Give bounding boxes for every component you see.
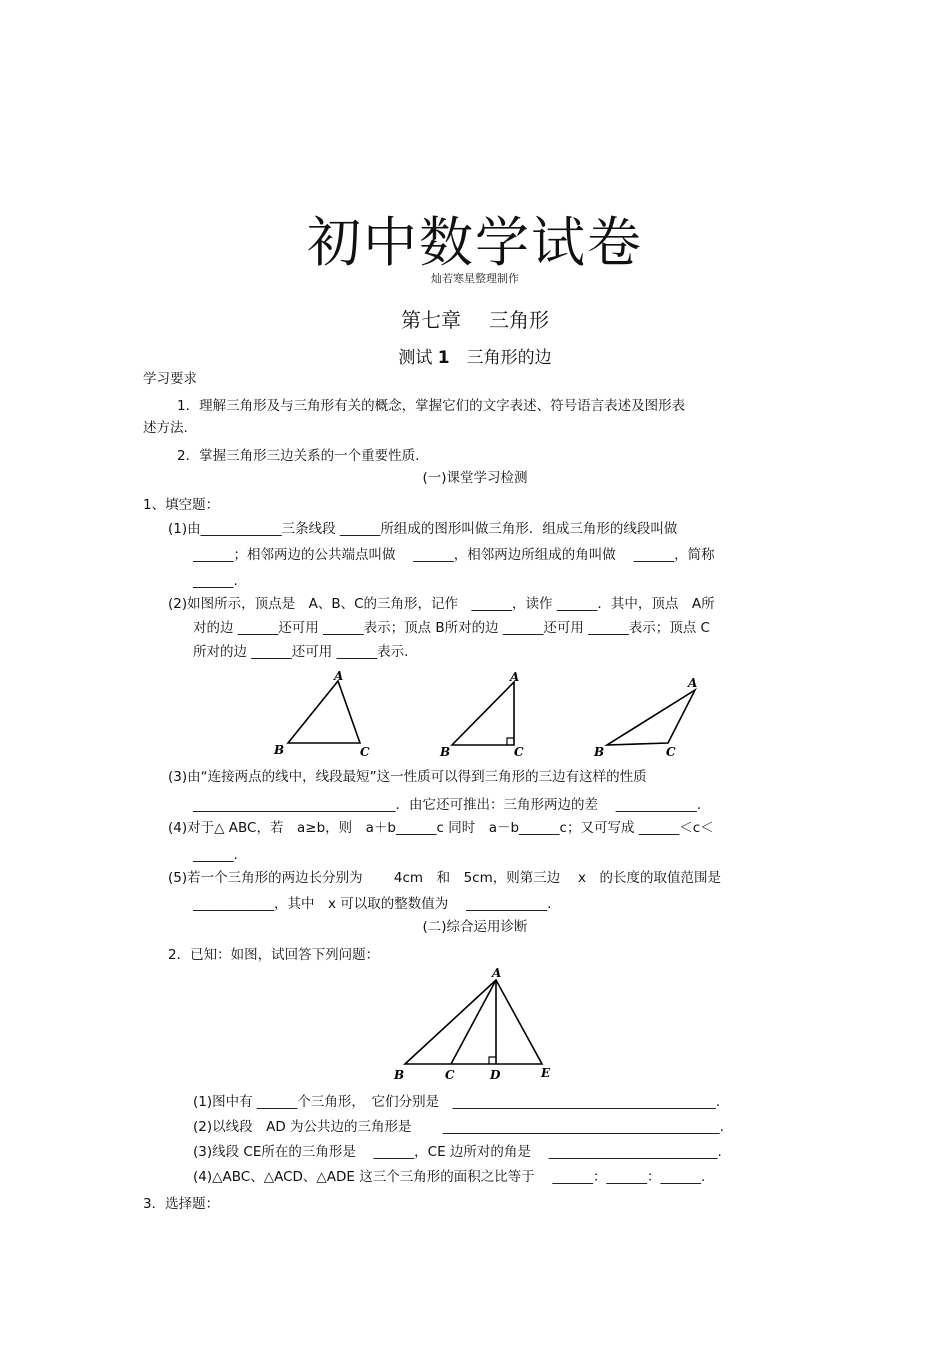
q1-part3-line2: ______________________________．由它还可推出：三角形两边的差 ____________. [193, 797, 702, 813]
tri3-label-b: B [594, 745, 605, 759]
q1-part4-line2: ______. [193, 847, 238, 863]
section-1-heading: (一)课堂学习检测 [422, 470, 528, 486]
requirements-heading: 学习要求 [143, 371, 197, 387]
q2-part4: (4)△ABC、△ACD、△ADE 这三个三角形的面积之比等于 ______：______：______. [193, 1169, 706, 1185]
page-title: 初中数学试卷 [307, 211, 643, 274]
test-heading [0, 343, 950, 368]
fig2-label-d: D [490, 1068, 501, 1082]
test-number: 1 [437, 348, 450, 368]
fig2-label-a: A [492, 966, 502, 980]
chapter-name: 三角形 [489, 308, 549, 332]
triangle-figure-1 [268, 668, 378, 763]
test-name: 三角形的边 [466, 348, 552, 368]
q1-part4-line1: (4)对于△ ABC，若 a≥b，则 a＋b______c 同时 a－b______c；又可写成 ______＜c＜ [168, 820, 714, 836]
q1-part3-line1: (3)由“连接两点的线中，线段最短”这一性质可以得到三角形的三边有这样的性质 [168, 769, 647, 785]
triangle-figure-abcde [390, 962, 560, 1087]
q1-part2-line3: 所对的边 ______还可用 ______表示. [193, 644, 409, 660]
fig2-label-c: C [445, 1068, 455, 1082]
q2-part3: (3)线段 CE所在的三角形是 ______，CE 边所对的角是 _________________________. [193, 1144, 722, 1160]
tri3-label-c: C [666, 745, 676, 759]
chapter-heading [0, 304, 950, 333]
triangle-figure-3 [590, 670, 710, 765]
requirement-2: 2．掌握三角形三边关系的一个重要性质. [177, 448, 420, 464]
requirement-1-line-1: 1．理解三角形及与三角形有关的概念，掌握它们的文字表述、符号语言表述及图形表 [177, 398, 686, 414]
page-subtitle: 灿若寒星整理制作 [431, 272, 519, 285]
triangle-figure-2 [436, 668, 536, 763]
tri2-label-a: A [510, 670, 520, 684]
q1-part2-line2: 对的边 ______还可用 ______表示；顶点 B所对的边 ______还可用 ______表示；顶点 C [193, 620, 710, 636]
chapter-number: 第七章 [401, 308, 461, 332]
q2-part1: (1)图中有 ______个三角形， 它们分别是 _______________________________________. [193, 1094, 721, 1110]
question-3-title: 3．选择题： [143, 1196, 220, 1212]
requirement-1-line-2: 述方法. [143, 420, 188, 436]
tri1-label-b: B [274, 743, 285, 757]
fig2-label-e: E [541, 1066, 551, 1080]
tri2-label-c: C [514, 745, 524, 759]
tri3-label-a: A [688, 676, 698, 690]
q2-part2: (2)以线段 AD 为公共边的三角形是 _________________________________________. [193, 1119, 724, 1135]
tri1-label-a: A [334, 669, 344, 683]
q1-part5-line1: (5)若一个三角形的两边长分别为 4cm 和 5cm，则第三边 x 的长度的取值范围是 [168, 870, 722, 886]
tri1-label-c: C [360, 745, 370, 759]
question-1-title: 1、填空题： [143, 497, 220, 513]
q1-part1-line2: ______；相邻两边的公共端点叫做 ______，相邻两边所组成的角叫做 ______，简称 [193, 547, 715, 563]
q1-part1-line1: (1)由____________三条线段 ______所组成的图形叫做三角形．组成三角形的线段叫做 [168, 521, 678, 537]
q1-part2-line1: (2)如图所示，顶点是 A、B、C的三角形，记作 ______，读作 ______．其中，顶点 A所 [168, 596, 715, 612]
test-prefix: 测试 [398, 348, 433, 368]
q1-part5-line2: ____________，其中 x 可以取的整数值为 ____________. [193, 896, 552, 912]
tri2-label-b: B [440, 745, 451, 759]
fig2-label-b: B [394, 1068, 405, 1082]
question-2-title: 2．已知：如图，试回答下列问题： [168, 947, 380, 963]
section-2-heading: (二)综合运用诊断 [422, 919, 528, 935]
q1-part1-line3: ______. [193, 573, 238, 589]
